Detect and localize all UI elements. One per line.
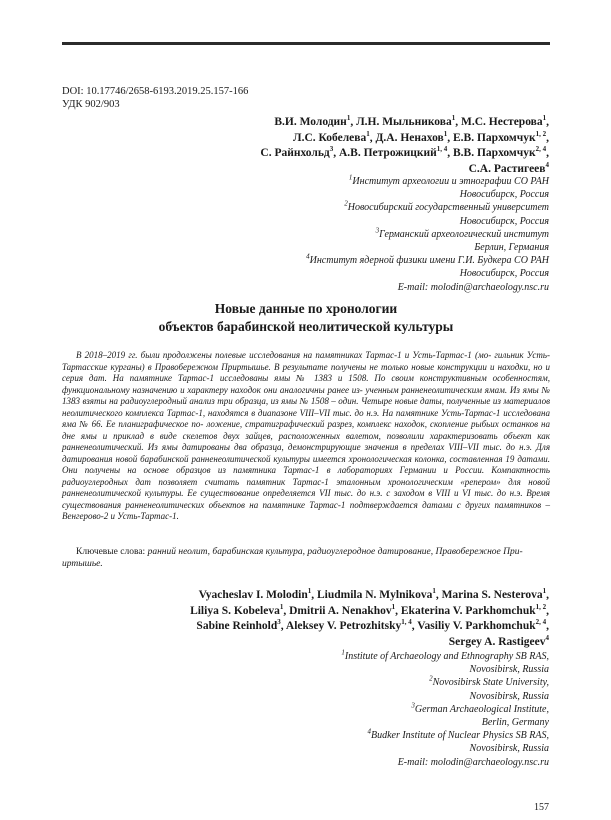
author-affiliation-sup: 1, 2: [535, 129, 547, 138]
abstract-line: радиоуглеродных дат позволяет считать памятник Тартас-1 эталонным хронологическим «репером» для новой: [62, 476, 550, 487]
affiliation-line: [79, 175, 549, 188]
affiliation-name: Institute of Archaeology and Ethnography SB RAS,: [344, 651, 549, 662]
affiliation-city: Novosibirsk, Russia: [469, 664, 549, 676]
affiliation-city: Новосибирск, Россия: [459, 189, 549, 201]
author-line: Sabine Reinhold$^3$, Aleksey V. Petrozhitsky$^{1, 4}$, Vasiliy V. Parkhomchuk$^{2, 4}$,: [196, 618, 549, 632]
author-name: Vasiliy V. Parkhomchuk: [417, 620, 536, 632]
author-affiliation-sup: 3: [329, 145, 334, 154]
author-affiliation-sup: 2, 4: [535, 618, 547, 627]
abstract-line: конструктивным особенностям, функциональному назначению и характеру находок они аналогичны ранее из-: [62, 373, 551, 395]
author-affiliation-sup: 3: [277, 618, 281, 627]
abstract-line: новой барабинской ранненеолитической культуры имеется хронологическая колонка, составленная 19 датами.: [115, 453, 551, 464]
author-name: Д.А. Ненахов: [375, 131, 444, 144]
affiliation-city: Novosibirsk, Russia: [469, 743, 549, 755]
affiliation-name: Budker Institute of Nuclear Physics SB RAS,: [370, 730, 549, 742]
keywords-label: Ключевые слова:: [76, 547, 146, 557]
author-affiliation-sup: 1: [542, 587, 547, 596]
affiliation-name: Новосибирский государственный университет: [347, 202, 549, 214]
affiliation-line: [79, 254, 549, 267]
author-affiliation-sup: 1: [279, 602, 284, 611]
abstract-line: ученным ранненеолитическим ямам. Из ямы № 1383 взяты на радиоуглеродный анализ три образца, из ямы: [62, 384, 550, 406]
title-line-1: Новые данные по хронологии: [214, 301, 398, 316]
author-line: Vyacheslav I. Molodin$^1$, Liudmila N. Mylnikova$^1$, Marina S. Nesterova$^1$,: [198, 587, 549, 601]
author-name: В.И. Молодин: [274, 116, 347, 128]
author-name: Sabine Reinhold: [196, 620, 278, 632]
abstract-line: Из ямы датированы два образца, демонстрирующие значения в пределах VIII–VII тыс. до н.э. Для датирования: [62, 442, 550, 464]
title-line-2: объектов барабинской неолитической культуры: [158, 319, 454, 334]
author-name: С.А. Растигеев: [468, 162, 546, 175]
author-name: Л.Н. Мыльникова: [356, 116, 452, 128]
author-name: А.В. Петрожицкий: [338, 147, 437, 159]
author-line: [79, 635, 549, 651]
keywords-line-2: иртышье.: [62, 559, 103, 569]
ru-author-list: [79, 115, 549, 177]
author-name: Е.В. Пархомчук: [453, 131, 536, 144]
affiliation-city: Novosibirsk, Russia: [469, 690, 549, 702]
abstract: [62, 350, 550, 523]
author-name: Marina S. Nesterova: [441, 589, 543, 601]
affiliation-sup: 2: [344, 200, 348, 209]
author-name: Liudmila N. Mylnikova: [316, 589, 433, 601]
author-name: Liliya S. Kobeleva: [190, 604, 280, 617]
author-affiliation-sup: 2, 4: [535, 145, 547, 154]
udk: УДК 902/903: [62, 99, 120, 110]
author-affiliation-sup: 1: [346, 114, 351, 123]
author-affiliation-sup: 1, 2: [535, 602, 547, 611]
author-name: С. Райнхольд: [260, 147, 330, 159]
email: E-mail: molodin@archaeology.nsc.ru: [397, 281, 549, 293]
author-affiliation-sup: 1: [451, 114, 456, 123]
affiliation-line: [79, 676, 549, 689]
affiliation-name: Институт ядерной физики имени Г.И. Будкера СО РАН: [309, 255, 549, 267]
page-number: 157: [534, 802, 549, 813]
author-affiliation-sup: 1: [542, 114, 547, 123]
affiliation-line: [79, 201, 549, 214]
affiliation-sup: 4: [306, 252, 310, 261]
author-affiliation-sup: 1, 4: [401, 618, 412, 627]
affiliation-city: Новосибирск, Россия: [459, 268, 549, 280]
abstract-line: памятников – Венгерово-2 и Усть-Тартас-1.: [62, 499, 551, 521]
doi: DOI: 10.17746/2658-6193.2019.25.157-166: [62, 86, 249, 97]
affiliation-sup: 3: [375, 226, 380, 235]
paper-title: [62, 300, 550, 336]
author-affiliation-sup: 1: [366, 129, 370, 138]
author-line: В.И. Молодин$^1$, Л.Н. Мыльникова$^1$, М.С. Нестерова$^1$,: [274, 114, 549, 128]
author-name: М.С. Нестерова: [460, 116, 543, 128]
keywords-line-1: ранний неолит, барабинская культура, радиоуглеродное датирование, Правобережное При-: [147, 547, 523, 557]
abstract-line: ранненеолитической культуры. Ее существование определяется VII тыс. до н.э. с заходом в VIII и VI тыс. до н.э.: [62, 488, 523, 498]
affiliation-city: Berlin, Germany: [481, 717, 549, 729]
author-line: Liliya S. Kobeleva$^1$, Dmitrii A. Nenakhov$^1$, Ekaterina V. Parkhomchuk$^{1, 2}$,: [190, 602, 549, 617]
affiliation-line: [79, 228, 549, 241]
affiliation-line: [79, 703, 549, 716]
affiliation-sup: 3: [411, 701, 415, 710]
abstract-line: скелетов двух зайцев, расположенных валетом, позволили характеризовать объект как ранненеолитический.: [62, 430, 550, 452]
ru-affiliation-list: [79, 175, 549, 294]
abstract-line: в диапазоне VIII–VII тыс. до н.э. На памятнике Усть-Тартас-1 исследована яма № 66. Ее планиграфическое по-: [62, 407, 550, 429]
abstract-line: ложение, стратиграфический разрез, комплекс находок, скопление рыбьих останков на дне ямы и приклад в виде: [62, 419, 551, 441]
affiliation-name: Институт археологии и этнографии СО РАН: [352, 176, 549, 187]
author-affiliation-sup: 1: [443, 129, 448, 138]
author-line: Л.С. Кобелева$^1$, Д.А. Ненахов$^1$, Е.В. Пархомчук$^{1, 2}$,: [293, 129, 549, 144]
abstract-line: В 2018–2019 гг. были продолжены полевые исследования на памятниках Тартас-1 и Усть-Тартас-1 (мо-: [76, 350, 492, 360]
author-affiliation-sup: 1, 4: [436, 145, 448, 154]
author-name: В.В. Пархомчук: [453, 147, 536, 159]
author-line: С. Райнхольд$^3$, А.В. Петрожицкий$^{1, 4}$, В.В. Пархомчук$^{2, 4}$,: [260, 145, 549, 159]
affiliation-sup: 1: [341, 648, 345, 657]
author-name: Sergey A. Rastigeev: [448, 635, 546, 648]
email: E-mail: molodin@archaeology.nsc.ru: [397, 756, 549, 768]
abstract-line: Они получены на основе образцов из памятника Тартас-1 в лабораториях Германии и России. Компактность: [62, 465, 550, 475]
abstract-line: конструкции и находки, но и серия дат. На памятнике Тартас-1 исследованы ямы № 1383 и 1508. По своим: [62, 361, 551, 383]
author-name: Aleksey V. Petrozhitsky: [285, 620, 402, 632]
abstract-line: № 1508 – один. Четыре новые даты, полученные из материалов неолитического комплекса Тартас-1, находятся: [62, 396, 551, 418]
affiliation-city: Берлин, Германия: [474, 242, 549, 254]
author-name: Dmitrii A. Nenakhov: [289, 604, 392, 617]
header-rule: [62, 42, 550, 45]
affiliation-city: Новосибирск, Россия: [459, 215, 549, 227]
abstract-line: гильник Усть-Тартасские курганы) в Правобережном Приртышье. В результате получены не только новые: [62, 350, 551, 372]
affiliation-line: [79, 650, 549, 663]
en-author-list: [79, 588, 549, 650]
author-name: Vyacheslav I. Molodin: [198, 589, 308, 601]
keywords: [62, 546, 550, 570]
affiliation-sup: 1: [348, 173, 353, 182]
affiliation-name: Германский археологический институт: [379, 228, 549, 240]
author-affiliation-sup: 4: [545, 633, 549, 642]
affiliation-name: Novosibirsk State University,: [432, 677, 549, 689]
abstract-line: Время существования ранненеолитических объектов на памятнике Тартас-1 подтверждается датами с других: [62, 488, 550, 510]
author-name: Ekaterina V. Parkhomchuk: [400, 604, 536, 617]
affiliation-sup: 2: [429, 675, 433, 684]
author-affiliation-sup: 1: [307, 587, 312, 596]
author-affiliation-sup: 1: [391, 602, 396, 611]
affiliation-name: German Archaeological Institute,: [414, 703, 549, 715]
affiliation-line: [79, 729, 549, 742]
author-affiliation-sup: 1: [432, 587, 436, 596]
author-name: Л.С. Кобелева: [293, 131, 367, 144]
affiliation-sup: 4: [367, 727, 371, 736]
en-affiliation-list: [79, 650, 549, 769]
author-affiliation-sup: 4: [545, 160, 549, 169]
